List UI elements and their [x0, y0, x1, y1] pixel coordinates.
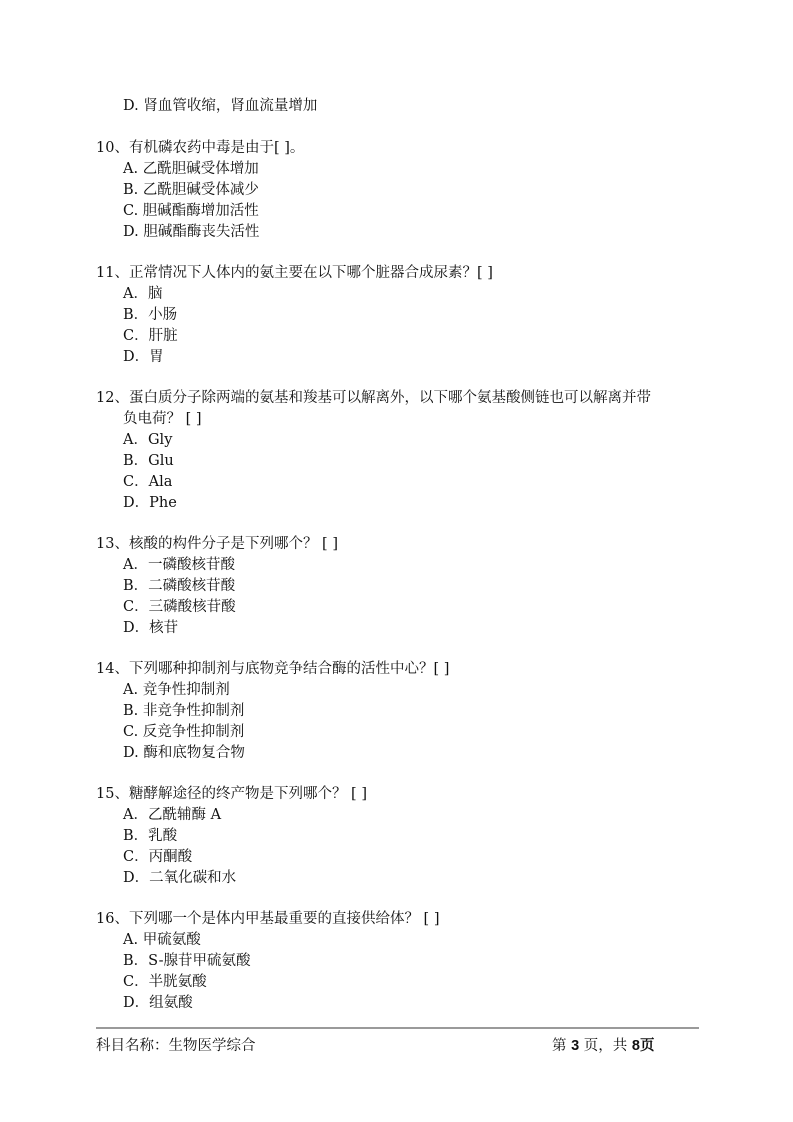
question-stem: 12、蛋白质分子除两端的氨基和羧基可以解离外，以下哪个氨基酸侧链也可以解离并带 — [96, 390, 651, 406]
option-a: A．Gly — [123, 432, 173, 448]
question-stem-continued: 负电荷？ [ ] — [123, 411, 202, 427]
option-c: C．三磷酸核苷酸 — [123, 599, 236, 615]
option-a: A. 甲硫氨酸 — [123, 932, 201, 948]
option-c: C．丙酮酸 — [123, 849, 193, 865]
option-c: C. 反竞争性抑制剂 — [123, 724, 245, 740]
option-a: A．乙酰辅酶 A — [123, 807, 222, 823]
footer-subject-name: 科目名称：生物医学综合 — [96, 1038, 256, 1054]
option-b: B. 乙酰胆碱受体减少 — [123, 182, 259, 198]
question-stem: 14、下列哪种抑制剂与底物竞争结合酶的活性中心？[ ] — [96, 661, 450, 677]
option-a: A．脑 — [123, 286, 163, 302]
footer-page-indicator — [552, 1036, 654, 1056]
question-stem: 15、糖酵解途径的终产物是下列哪个？ [ ] — [96, 786, 367, 802]
option-d: D. 酶和底物复合物 — [123, 745, 245, 761]
page-prefix: 第 — [552, 1038, 567, 1054]
previous-question-option-d: D. 肾血管收缩，肾血流量增加 — [123, 98, 318, 114]
option-b: B．二磷酸核苷酸 — [123, 578, 236, 594]
option-c: C．Ala — [123, 474, 173, 490]
footer-divider — [96, 1027, 699, 1029]
question-stem: 13、核酸的构件分子是下列哪个？ [ ] — [96, 536, 338, 552]
option-a: A．一磷酸核苷酸 — [123, 557, 235, 573]
option-b: B．Glu — [123, 453, 174, 469]
question-stem: 16、下列哪一个是体内甲基最重要的直接供给体？ [ ] — [96, 911, 440, 927]
page-mid: 页，共 — [583, 1038, 628, 1054]
option-d: D．Phe — [123, 495, 177, 511]
option-d: D. 胆碱酯酶丧失活性 — [123, 224, 260, 240]
page-number: 3 — [571, 1038, 580, 1054]
option-a: A. 乙酰胆碱受体增加 — [123, 161, 259, 177]
option-c: C. 胆碱酯酶增加活性 — [123, 203, 259, 219]
option-d: D．核苷 — [123, 620, 179, 636]
question-stem: 11、正常情况下人体内的氨主要在以下哪个脏器合成尿素？[ ] — [96, 265, 493, 281]
page-suffix: 页 — [639, 1038, 655, 1054]
option-c: C．肝脏 — [123, 328, 178, 344]
option-d: D．二氧化碳和水 — [123, 870, 237, 886]
option-b: B．小肠 — [123, 307, 178, 323]
option-d: D．组氨酸 — [123, 995, 193, 1011]
option-b: B．乳酸 — [123, 828, 178, 844]
option-b: B. 非竞争性抑制剂 — [123, 703, 245, 719]
option-d: D．胃 — [123, 349, 164, 365]
option-c: C．半胱氨酸 — [123, 974, 207, 990]
option-a: A. 竞争性抑制剂 — [123, 682, 230, 698]
page-total: 8 — [631, 1038, 640, 1054]
option-b: B．S-腺苷甲硫氨酸 — [123, 953, 251, 969]
question-stem: 10、有机磷农药中毒是由于[ ]。 — [96, 140, 305, 156]
